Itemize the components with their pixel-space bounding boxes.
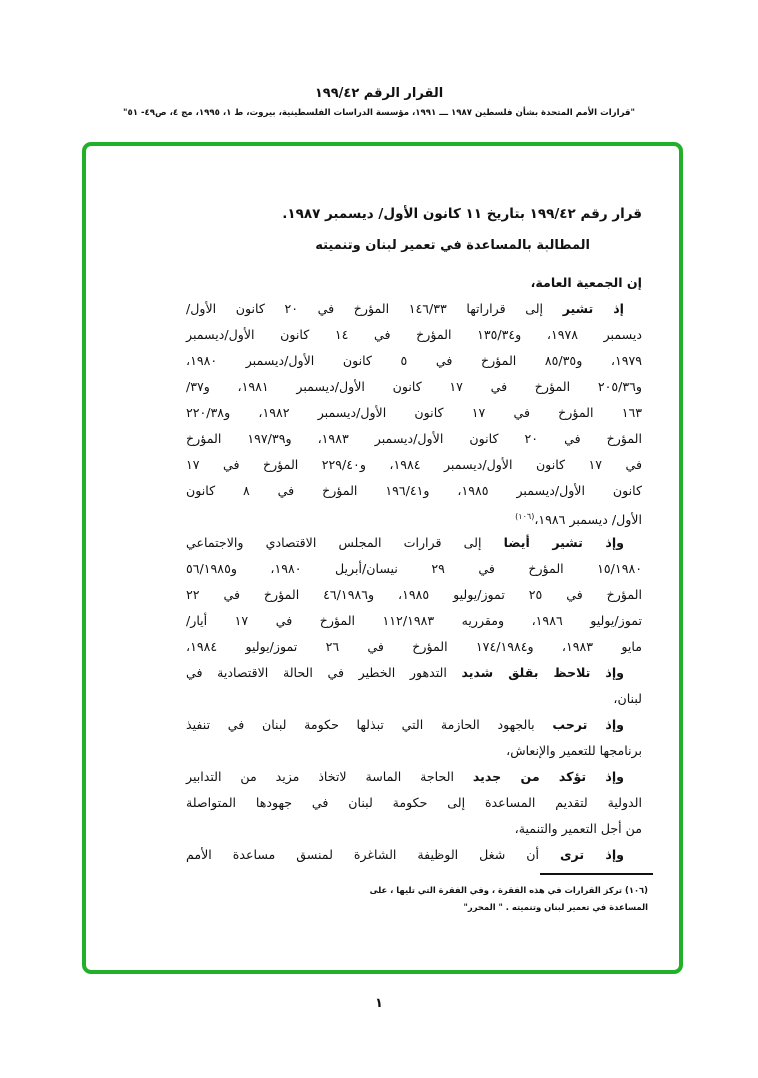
text-line: [186, 478, 642, 504]
text-line: [186, 556, 642, 582]
bold-lead: وإذ تشير أيضا: [503, 535, 624, 550]
resolution-title: قرار رقم ١٩٩/٤٢ بتاريخ ١١ كانون الأول/ ديسمبر ١٩٨٧.: [282, 206, 642, 222]
line-text: المؤرخ في ٢٥ تموز/يوليو ١٩٨٥، و٤٦/١٩٨٦ المؤرخ في ٢٢: [186, 587, 642, 602]
text-line: [186, 660, 642, 686]
line-text: إلى قرارات المجلس الاقتصادي والاجتماعي: [186, 535, 504, 550]
text-line: [186, 738, 642, 764]
text-line: [186, 608, 642, 634]
text-line: [186, 504, 642, 530]
footnote-line: (١٠٦) تركز القرارات في هذه الفقرة ، وفي الفقرة التي تليها ، على: [369, 885, 648, 895]
text-line: [186, 790, 642, 816]
line-text: المؤرخ في ٢٠ كانون الأول/ديسمبر ١٩٨٣، و١٩٧/٣٩ المؤرخ: [186, 431, 642, 446]
footnote-divider: [540, 873, 653, 875]
document-title: القرار الرقم ١٩٩/٤٢: [314, 86, 444, 101]
text-line: [186, 712, 642, 738]
line-text: لبنان،: [613, 691, 642, 706]
text-line: [186, 348, 642, 374]
line-text: في ١٧ كانون الأول/ديسمبر ١٩٨٤، و٢٢٩/٤٠ المؤرخ في ١٧: [186, 457, 642, 472]
footnote-line: المساعدة في تعمير لبنان وتنميته . " المحرر": [463, 902, 648, 912]
bold-lead: وإذ تلاحظ بقلق شديد: [461, 665, 625, 680]
bold-lead: إن الجمعية العامة،: [530, 275, 642, 290]
footnote: [348, 882, 648, 916]
line-text: و٢٠٥/٣٦ المؤرخ في ١٧ كانون الأول/ديسمبر ١٩٨١، و٣٧/: [186, 379, 642, 394]
line-text: أن شغل الوظيفة الشاغرة لمنسق مساعدة الأمم: [186, 847, 560, 862]
line-text: بالجهود الحازمة التي تبذلها حكومة لبنان في تنفيذ: [186, 717, 553, 732]
text-line: [186, 842, 642, 868]
bold-lead: إذ تشير: [562, 301, 624, 316]
text-line: [186, 530, 642, 556]
line-text: إلى قراراتها ١٤٦/٣٣ المؤرخ في ٢٠ كانون الأول/: [186, 301, 563, 316]
line-text: برنامجها للتعمير والإنعاش،: [506, 743, 642, 758]
line-text: الحاجة الماسة لاتخاذ مزيد من التدابير: [186, 769, 473, 784]
line-text: كانون الأول/ديسمبر ١٩٨٥، و١٩٦/٤١ المؤرخ في ٨ كانون: [186, 483, 642, 498]
document-source: "قرارات الأمم المتحدة بشأن فلسطين ١٩٨٧ ـــ ١٩٩١، مؤسسة الدراسات الفلسطينية، بيروت، ط ١، ١٩٩٥، مج ٤، ص٤٩- ٥١": [122, 108, 636, 118]
text-line: [186, 426, 642, 452]
text-line: [186, 816, 642, 842]
line-text: تموز/يوليو ١٩٨٦، ومقرريه ١١٢/١٩٨٣ المؤرخ في ١٧ أيار/: [186, 613, 642, 628]
text-line: [186, 686, 642, 712]
text-line: [186, 322, 642, 348]
line-text: الدولية لتقديم المساعدة إلى حكومة لبنان في جهودها المتواصلة: [186, 795, 642, 810]
text-line: [186, 582, 642, 608]
resolution-body: [186, 270, 642, 868]
footnote-reference[interactable]: (١٠٦): [515, 512, 535, 521]
line-text: من أجل التعمير والتنمية،: [514, 821, 642, 836]
text-line: [186, 634, 642, 660]
line-text: مايو ١٩٨٣، و١٧٤/١٩٨٤ المؤرخ في ٢٦ تموز/يوليو ١٩٨٤،: [186, 639, 642, 654]
text-line: [186, 400, 642, 426]
line-text: ١٩٧٩، و٨٥/٣٥ المؤرخ في ٥ كانون الأول/ديسمبر ١٩٨٠،: [186, 353, 642, 368]
text-line: [186, 452, 642, 478]
line-text: التدهور الخطير في الحالة الاقتصادية في: [186, 665, 462, 680]
resolution-subtitle: المطالبة بالمساعدة في تعمير لبنان وتنميته: [315, 238, 590, 253]
line-text: ديسمبر ١٩٧٨، و١٣٥/٣٤ المؤرخ في ١٤ كانون الأول/ديسمبر: [186, 327, 642, 342]
line-text: ١٥/١٩٨٠ المؤرخ في ٢٩ نيسان/أبريل ١٩٨٠، و٥٦/١٩٨٥: [186, 561, 642, 576]
line-text: ١٦٣ المؤرخ في ١٧ كانون الأول/ديسمبر ١٩٨٢، و٢٢٠/٣٨: [186, 405, 642, 420]
text-line: [186, 764, 642, 790]
page-number: ١: [375, 996, 383, 1011]
text-line: [186, 374, 642, 400]
text-line: [186, 270, 642, 296]
line-text: الأول/ ديسمبر ١٩٨٦،: [534, 512, 642, 528]
bold-lead: وإذ ترى: [559, 847, 624, 862]
bold-lead: وإذ تؤكد من جديد: [472, 769, 624, 784]
bold-lead: وإذ ترحب: [552, 717, 624, 732]
text-line: [186, 296, 642, 322]
